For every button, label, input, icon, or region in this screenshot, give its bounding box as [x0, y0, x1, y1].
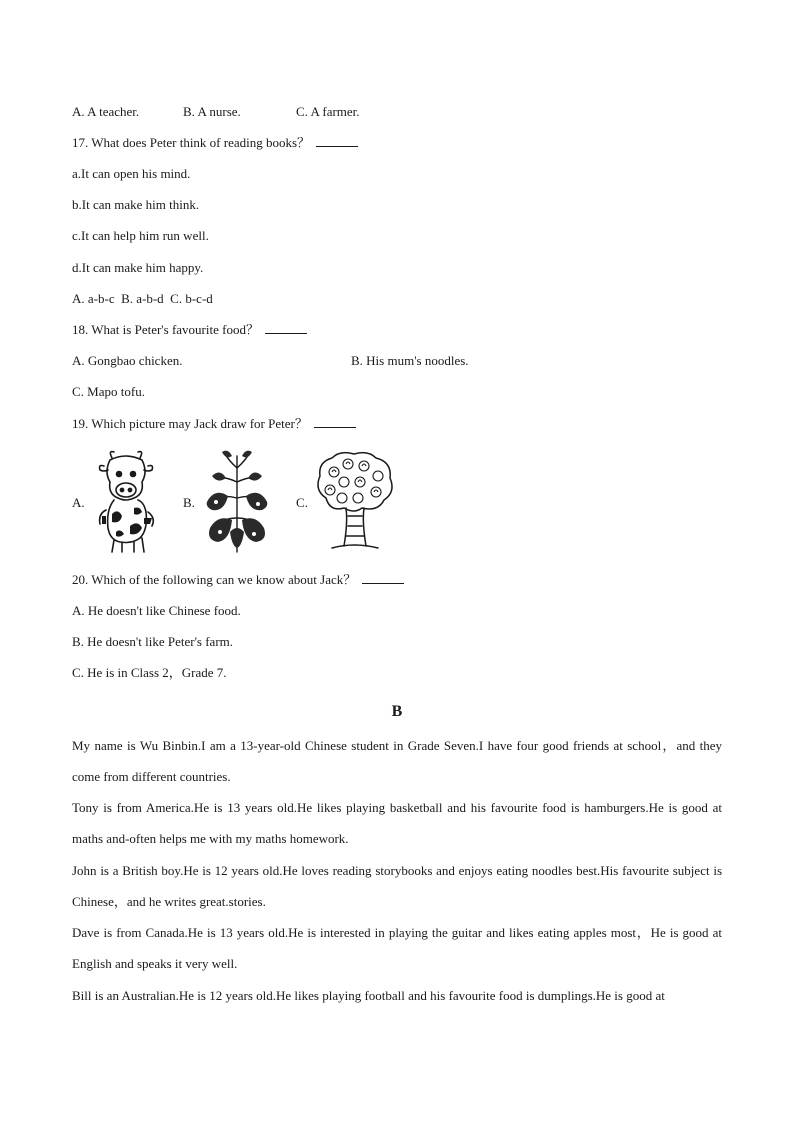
q18-option-b: B. His mum's noodles. — [351, 353, 469, 368]
q20-option-c: C. He is in Class 2，Grade 7. — [72, 665, 227, 680]
q17-item-b: b.It can make him think. — [72, 197, 200, 212]
q17-question-text: 17. What does Peter think of reading books？ — [72, 135, 311, 150]
q19-label-a: A. — [72, 495, 85, 510]
q16-option-b: B. A nurse. — [183, 104, 241, 119]
passage-paragraph: John is a British boy.He is 12 years old.He loves reading storybooks and enjoys eating noodles best.His favourite subject is Chinese，and he writes great.stories. — [72, 863, 722, 909]
answer-blank — [314, 416, 356, 428]
q20-option-b: B. He doesn't like Peter's farm. — [72, 634, 234, 649]
cow-icon — [92, 448, 164, 554]
tree-icon — [312, 450, 396, 554]
passage-paragraph: Tony is from America.He is 13 years old.He likes playing basketball and his favourite food is hamburgers.He is good at maths and-often helps me with my maths homework. — [72, 800, 722, 846]
q20-option-a: A. He doesn't like Chinese food. — [72, 603, 241, 618]
q20-question — [72, 572, 404, 588]
q17-item-d: d.It can make him happy. — [72, 260, 204, 275]
q17-options: A. a-b-c B. a-b-d C. b-c-d — [72, 291, 213, 306]
answer-blank — [362, 572, 404, 584]
q16-option-a: A. A teacher. — [72, 104, 140, 119]
passage-paragraph: My name is Wu Binbin.I am a 13-year-old Chinese student in Grade Seven.I have four good friends at school，and they come from different countries. — [72, 738, 722, 784]
answer-blank — [265, 322, 307, 334]
section-title: B — [391, 703, 403, 720]
q18-question — [72, 322, 307, 338]
answer-blank — [316, 135, 358, 147]
passage-paragraph: Bill is an Australian.He is 12 years old.He likes playing football and his favourite food is dumplings.He is good at — [72, 988, 665, 1003]
q17-item-a: a.It can open his mind. — [72, 166, 191, 181]
q19-label-b: B. — [183, 495, 195, 510]
q17-question — [72, 135, 358, 151]
passage-paragraph: Dave is from Canada.He is 13 years old.He is interested in playing the guitar and likes eating apples most，He is good at English and speaks it very well. — [72, 925, 722, 971]
q18-question-text: 18. What is Peter's favourite food？ — [72, 322, 259, 337]
q19-question — [72, 416, 356, 432]
q20-question-text: 20. Which of the following can we know about Jack？ — [72, 572, 357, 587]
q17-item-c: c.It can help him run well. — [72, 228, 209, 243]
q19-label-c: C. — [296, 495, 308, 510]
q18-option-c: C. Mapo tofu. — [72, 384, 145, 399]
q19-question-text: 19. Which picture may Jack draw for Peter？ — [72, 416, 308, 431]
plant-icon — [202, 448, 272, 554]
q16-option-c: C. A farmer. — [296, 104, 360, 119]
q18-option-a: A. Gongbao chicken. — [72, 353, 183, 368]
